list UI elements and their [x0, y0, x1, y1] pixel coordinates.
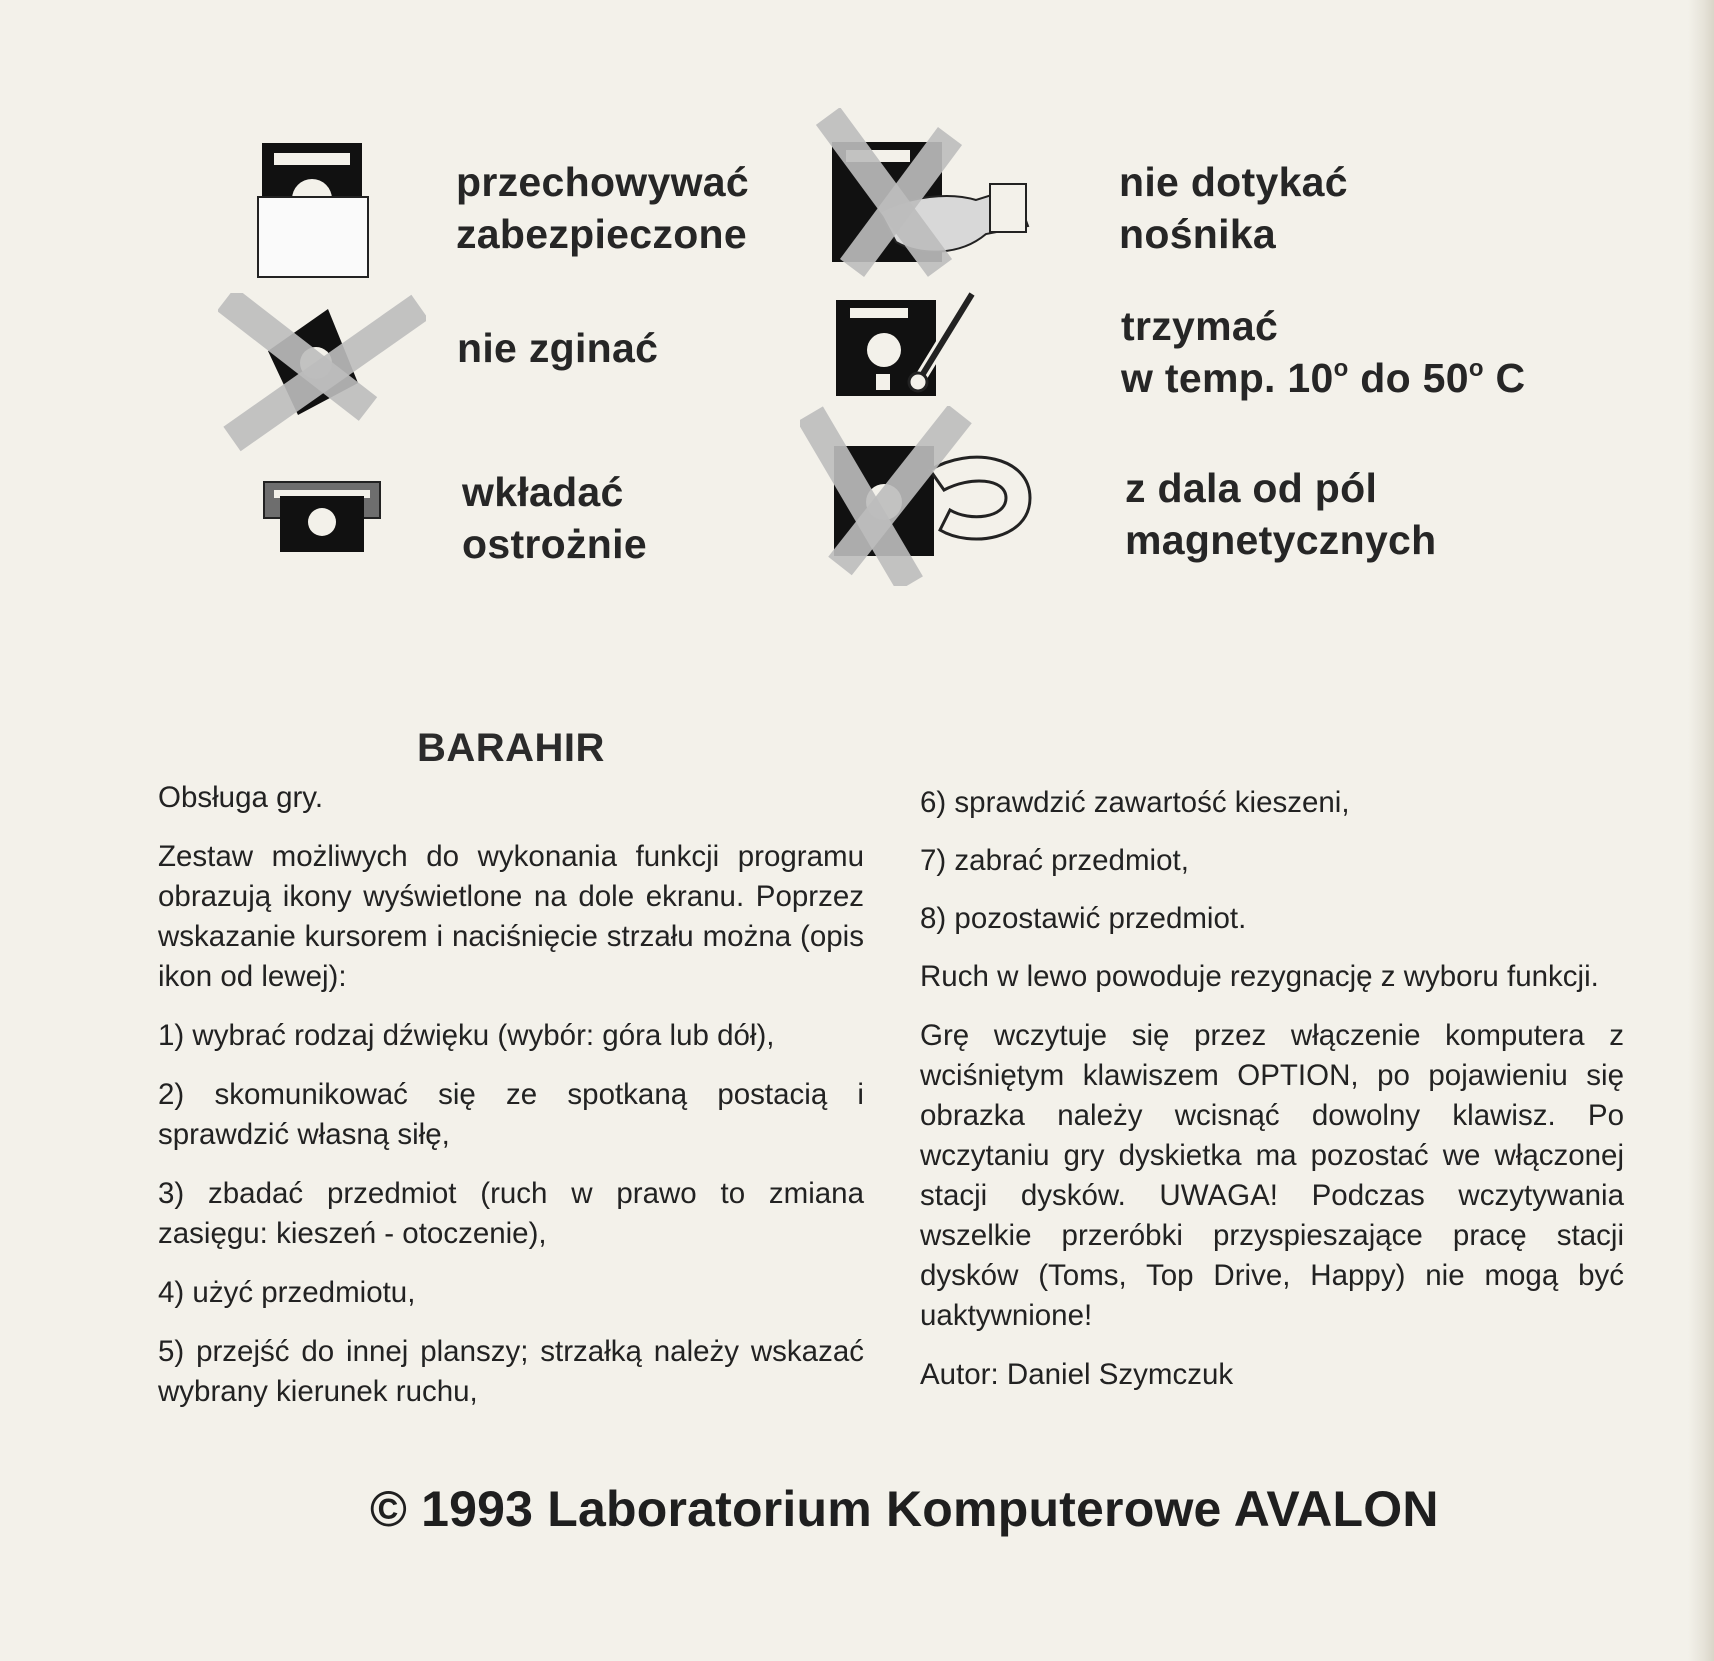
- list-item: 7) zabrać przedmiot,: [920, 844, 1189, 877]
- list-item: 6) sprawdzić zawartość kieszeni,: [920, 786, 1350, 819]
- paragraph: Ruch w lewo powoduje rezygnację z wyboru funkcji.: [920, 960, 1599, 993]
- instructions-left-column: [158, 778, 864, 1431]
- list-item: 2) skomunikować się ze spotkaną postacią i sprawdzić własną siłę,: [158, 1078, 864, 1151]
- insert-disk-icon: [262, 478, 382, 554]
- disk-in-sleeve-icon: [256, 141, 370, 279]
- do-not-touch-icon: [800, 108, 1040, 278]
- care-label-store: przechowywać zabezpieczone: [456, 159, 749, 257]
- list-item: 3) zbadać przedmiot (ruch w prawo to zmiana zasięgu: kieszeń - otoczenie),: [158, 1177, 864, 1250]
- list-item: 8) pozostawić przedmiot.: [920, 902, 1247, 935]
- list-item: 5) przejść do innej planszy; strzałką należy wskazać wybrany kierunek ruchu,: [158, 1335, 864, 1408]
- no-magnet-icon: [800, 406, 1040, 586]
- list-item: 1) wybrać rodzaj dźwięku (wybór: góra lub dół),: [158, 1019, 775, 1052]
- author-credit: Autor: Daniel Szymczuk: [920, 1358, 1234, 1391]
- thermometer-icon: [832, 290, 982, 402]
- copyright-line: © 1993 Laboratorium Komputerowe AVALON: [370, 1481, 1439, 1537]
- care-label-insert: wkładać ostrożnie: [462, 469, 647, 567]
- game-title: BARAHIR: [417, 726, 605, 770]
- paragraph: Zestaw możliwych do wykonania funkcji programu obrazują ikony wyświetlone na dole ekranu. Poprzez wskazanie kursorem i naciśnięcie strzału można (opis ikon od lewej):: [158, 840, 864, 993]
- care-label-temperature: trzymać w temp. 10$^o$ do 50$^o$ C: [1121, 303, 1526, 401]
- list-item: 4) użyć przedmiotu,: [158, 1276, 416, 1309]
- care-label-magnetic: z dala od pól magnetycznych: [1125, 465, 1437, 563]
- section-heading: Obsługa gry.: [158, 781, 324, 814]
- care-label-dont-bend: nie zginać: [457, 325, 659, 371]
- paragraph: Grę wczytuje się przez włączenie komputera z wciśniętym klawiszem OPTION, po pojawieniu się obrazka należy wcisnąć dowolny klawisz. Po wczytaniu gry dyskietka ma pozostać we włączonej stacji dysków. UWAGA! Podczas wczytywania wszelkie przeróbki przyspieszające pracę stacji dysków (Toms, Top Drive, Happy) nie mogą być uaktywnione!: [920, 1019, 1624, 1332]
- sleeve-edge: [1688, 0, 1714, 1661]
- care-label-dont-touch: nie dotykać nośnika: [1119, 159, 1348, 257]
- instructions-right-column: [920, 783, 1624, 1414]
- do-not-bend-icon: [218, 293, 426, 453]
